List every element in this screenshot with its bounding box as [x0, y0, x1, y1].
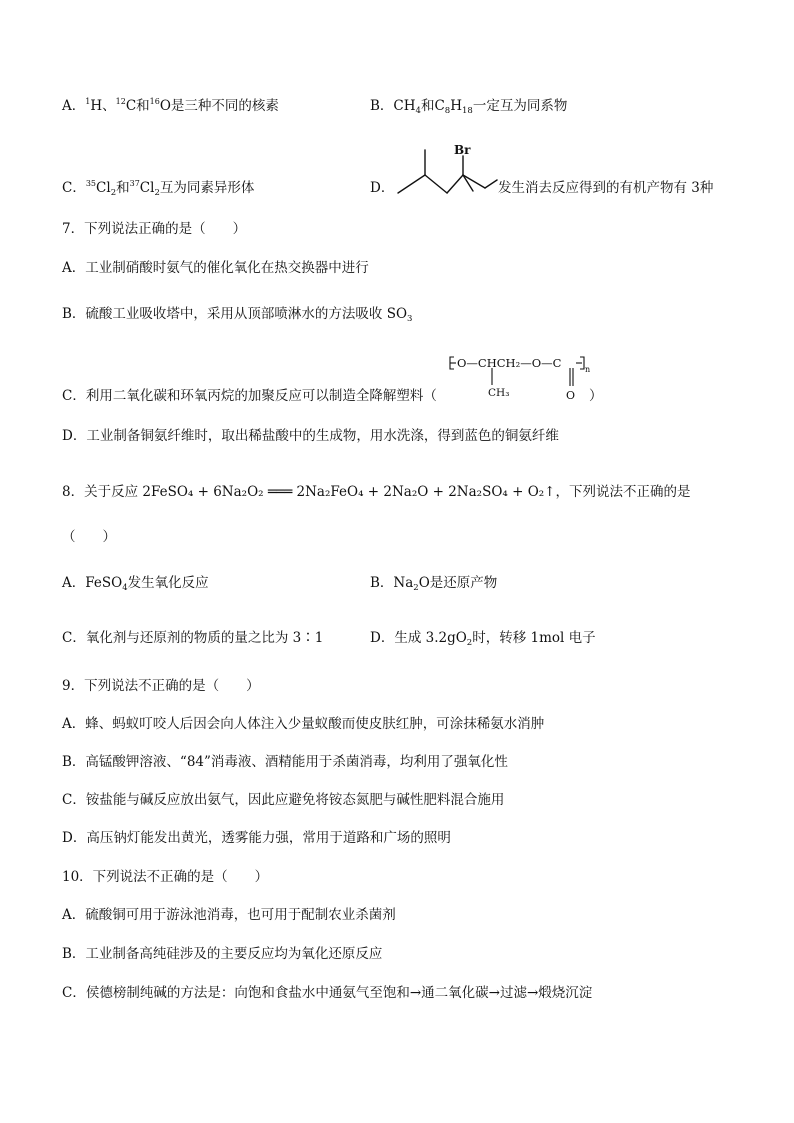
q7-option-c[interactable]	[62, 390, 437, 404]
q6-option-a[interactable]	[62, 97, 279, 114]
q7-option-c-close: ）	[589, 388, 603, 404]
q9-option-b[interactable]: B．高锰酸钾溶液、“84”消毒液、酒精能用于杀菌消毒，均利用了强氧化性	[62, 754, 508, 770]
option-letter: D．	[370, 180, 395, 196]
subscript: 4	[122, 583, 128, 593]
polymer-chain: O—CHCH₂—O—C	[457, 356, 562, 370]
mass-number: 1	[85, 97, 91, 106]
q10-stem: 10．下列说法不正确的是（ ）	[62, 869, 269, 885]
q6-option-d-text: 发生消去反应得到的有机产物有 3种	[498, 180, 714, 196]
q10-option-b[interactable]: B．工业制备高纯硅涉及的主要反应均为氧化还原反应	[62, 946, 383, 962]
element-symbol: C	[125, 98, 137, 114]
subscript: 2	[466, 638, 473, 648]
q6-option-d[interactable]	[370, 182, 394, 196]
q6-option-b[interactable]	[370, 100, 567, 114]
q8-option-d[interactable]	[370, 632, 596, 646]
q9-stem: 9．下列说法不正确的是（ ）	[62, 678, 260, 694]
option-text: 是三种不同的核素	[170, 98, 279, 114]
option-letter: A．	[62, 98, 86, 114]
formula: FeSO	[85, 575, 123, 591]
mass-number: 16	[149, 97, 160, 106]
conjunction: 和	[136, 98, 150, 114]
q9-option-a[interactable]: A．蜂、蚂蚁叮咬人后因会向人体注入少量蚁酸而使皮肤红肿，可涂抹稀氨水消肿	[62, 716, 545, 732]
q9-option-c[interactable]: C．铵盐能与碱反应放出氨气，因此应避免将铵态氮肥与碱性肥料混合施用	[62, 792, 505, 808]
stem-tail: ，下列说法不正确的是	[555, 484, 691, 500]
element-symbol: Cl	[139, 180, 155, 196]
q9-option-d[interactable]: D．高压钠灯能发出黄光，透雾能力强，常用于道路和广场的照明	[62, 830, 451, 846]
bromine-label: Br	[454, 143, 471, 157]
formula: Na	[393, 575, 414, 591]
subscript: 4	[415, 106, 421, 116]
mass-number: 12	[115, 97, 126, 106]
polycarbonate-structure	[448, 352, 598, 404]
option-letter: C．	[62, 180, 86, 196]
subscript: 3	[407, 314, 413, 324]
option-letter: A．	[62, 575, 86, 591]
q7-option-b[interactable]	[62, 308, 412, 322]
option-text: 发生氧化反应	[127, 575, 209, 591]
q6-option-c[interactable]	[62, 179, 255, 198]
option-text: D．生成 3.2gO	[370, 630, 467, 646]
subscript: 2	[154, 188, 160, 198]
subscript: 2	[110, 188, 117, 198]
element-symbol: O	[159, 98, 171, 114]
mass-number: 35	[85, 179, 97, 188]
formula: H	[450, 98, 462, 114]
option-text: 时，转移 1mol 电子	[472, 630, 596, 646]
formula: O	[418, 575, 430, 591]
conjunction: 和	[420, 98, 435, 114]
conjunction: 和	[116, 180, 130, 196]
methyl-group: CH₃	[488, 387, 510, 399]
formula: CH	[393, 98, 416, 114]
repeat-n: n	[585, 365, 591, 374]
option-text: C．利用二氧化碳和环氧丙烷的加聚反应可以制造全降解塑料（	[62, 388, 437, 404]
reaction-equation: 2FeSO₄ + 6Na₂O₂ ═══ 2Na₂FeO₄ + 2Na₂O + 2Na₂SO₄ + O₂↑	[142, 484, 556, 500]
option-letter: B．	[370, 98, 394, 114]
q7-option-a[interactable]: A．工业制硝酸时氨气的催化氧化在热交换器中进行	[62, 260, 369, 276]
bromoalkane-skeletal-structure	[395, 140, 505, 200]
separator: 、	[102, 98, 116, 114]
q8-answer-paren: （ ）	[62, 529, 116, 545]
q8-option-a[interactable]	[62, 577, 209, 591]
option-text: 一定互为同系物	[472, 98, 568, 114]
q8-stem	[62, 486, 690, 500]
subscript: 18	[462, 106, 473, 116]
element-symbol: Cl	[96, 180, 111, 196]
carbonyl-oxygen: O	[566, 389, 576, 402]
q7-stem: 7．下列说法正确的是（ ）	[62, 221, 247, 237]
q8-option-b[interactable]	[370, 577, 497, 591]
q8-option-c[interactable]: C．氧化剂与还原剂的物质的量之比为 3∶1	[62, 630, 324, 646]
option-text: B．硫酸工业吸收塔中，采用从顶部喷淋水的方法吸收 SO	[62, 306, 408, 322]
stem-intro: 8．关于反应	[62, 484, 143, 500]
mass-number: 37	[129, 179, 140, 188]
formula: C	[434, 98, 445, 114]
option-text: 是还原产物	[429, 575, 498, 591]
option-text: 互为同素异形体	[159, 180, 255, 196]
subscript: 8	[444, 106, 451, 116]
option-letter: B．	[370, 575, 394, 591]
subscript: 2	[413, 583, 419, 593]
q10-option-a[interactable]: A．硫酸铜可用于游泳池消毒，也可用于配制农业杀菌剂	[62, 907, 396, 923]
element-symbol: H	[90, 98, 103, 114]
q10-option-c[interactable]: C．侯德榜制纯碱的方法是：向饱和食盐水中通氨气至饱和→通二氧化碳→过滤→煅烧沉淀	[62, 985, 593, 1001]
q7-option-d[interactable]: D．工业制备铜氨纤维时，取出稀盐酸中的生成物，用水洗涤，得到蓝色的铜氨纤维	[62, 428, 559, 444]
